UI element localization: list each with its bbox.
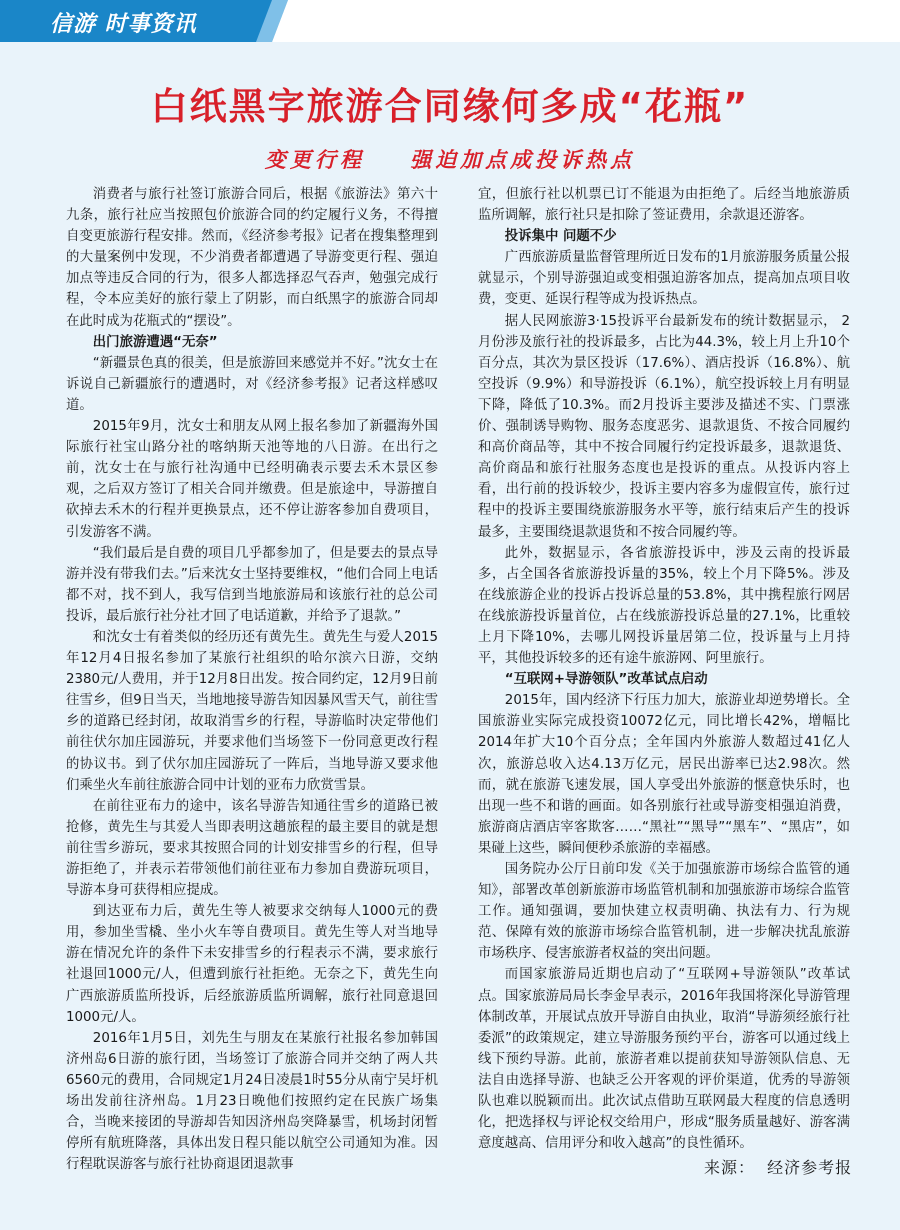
article-column-right	[478, 184, 850, 1154]
article-title: 白纸黑字旅游合同缘何多成“花瓶”	[150, 85, 750, 128]
section-heading: 投诉集中 问题不少	[504, 229, 617, 245]
paragraph: 宜，但旅行社以机票已订不能退为由拒绝了。后经当地旅游质监所调解，旅行社只是扣除了签证费用，余款退还游客。	[478, 187, 850, 224]
paragraph: 到达亚布力后，黄先生等人被要求交纳每人1000元的费用，参加坐雪橇、坐小火车等自费项目。黄先生等人对当地导游在情况允许的条件下未安排雪乡的行程表示不满，要求旅行社退回1000元/人，但遭到旅行社拒绝。无奈之下，黄先生向广西旅游质监所投诉，后经旅游质监所调解，旅行社同意退回1000元/人。	[66, 904, 438, 1025]
header-white-slant	[272, 0, 900, 42]
paragraph: 而国家旅游局近期也启动了“互联网+导游领队”改革试点。国家旅游局局长李金早表示，2016年我国将深化导游管理体制改革，开展试点放开导游自由执业，取消“导游须经旅行社委派”的政策规定，建立导游服务预约平台，游客可以通过线上线下预约导游。此前，旅游者难以提前获知导游领队信息、无法自由选择导游、也缺乏公开客观的评价渠道，优秀的导游领队也难以脱颖而出。此次试点借助互联网最大程度的信息透明化，把选择权与评论权交给用户，形成“服务质量越好、游客满意度越高、信用评分和收入越高”的良性循环。	[478, 967, 850, 1152]
article-column-left	[66, 184, 438, 1175]
article-source: 来源： 经济参考报	[704, 1158, 853, 1177]
paragraph: 2015年9月，沈女士和朋友从网上报名参加了新疆海外国际旅行社宝山路分社的喀纳斯天池等地的八日游。在出行之前，沈女士在与旅行社沟通中已经明确表示要去禾木景区参观，之后双方签订了相关合同并缴费。但是旅途中，导游擅自砍掉去禾木的行程并更换景点，还不停让游客参加自费项目，引发游客不满。	[66, 419, 438, 540]
paragraph: 据人民网旅游3·15投诉平台最新发布的统计数据显示， 2月份涉及旅行社的投诉最多，占比为44.3%，较上月上升10个百分点，其次为景区投诉（17.6%）、酒店投诉（16.8%）、航空投诉（9.9%）和导游投诉（6.1%），航空投诉较上月有明显下降，降低了10.3%。而2月投诉主要涉及描述不实、门票涨价、强制诱导购物、服务态度恶劣、退款退货、不按合同履约和高价商品等，其中不按合同履行约定投诉最多，退款退货、高价商品和旅行社服务态度也是投诉的重点。从投诉内容上看，出行前的投诉较少，投诉主要内容多为虚假宣传，旅行过程中的投诉主要围绕旅游服务水平等，旅行结束后产生的投诉最多，主要围绕退款退货和不按合同履约等。	[478, 313, 850, 540]
paragraph: 和沈女士有着类似的经历还有黄先生。黄先生与爱人2015年12月4日报名参加了某旅行社组织的哈尔滨六日游，交纳2380元/人费用，并于12月8日出发。按合同约定，12月9日前往雪乡，但9日当天，当地地接导游告知因暴风雪天气，前往雪乡的道路已经封闭，故取消雪乡的行程，导游临时决定带他们前往伏尔加庄园游玩，并要求他们当场签下一份同意更改行程的协议书。到了伏尔加庄园游玩了一阵后，当地导游又要求他们乘坐火车前往旅游合同中计划的亚布力欣赏雪景。	[66, 629, 438, 793]
section-brand: 信游 时事资讯	[50, 12, 197, 37]
paragraph: “新疆景色真的很美，但是旅游回来感觉并不好。”沈女士在诉说自己新疆旅行的遭遇时，对《经济参考报》记者这样感叹道。	[66, 355, 438, 413]
paragraph: 此外，数据显示，各省旅游投诉中，涉及云南的投诉最多，占全国各省旅游投诉量的35%，较上个月下降5%。涉及在线旅游企业的投诉占投诉总量的53.8%，其中携程旅行网居在线旅游投诉量首位，占在线旅游投诉总量的27.1%，比重较上月下降10%，去哪儿网投诉量居第二位，投诉量与上月持平，其他投诉较多的还有途牛旅游网、阿里旅行。	[478, 545, 850, 667]
paragraph: 广西旅游质量监督管理所近日发布的1月旅游服务质量公报就显示，个别导游强迫或变相强迫游客加点，提高加点项目收费，变更、延误行程等成为投诉热点。	[478, 250, 850, 308]
paragraph: 2016年1月5日，刘先生与朋友在某旅行社报名参加韩国济州岛6日游的旅行团，当场签订了旅游合同并交纳了两人共6560元的费用，合同规定1月24日凌晨1时55分从南宁吴圩机场出发前往济州岛。1月23日晚他们按照约定在民族广场集合，当晚来接团的导游却告知因济州岛突降暴雪，机场封闭暂停所有航班降落，具体出发日程只能以航空公司通知为准。因行程耽误游客与旅行社协商退团退款事	[66, 1030, 438, 1173]
paragraph: 在前往亚布力的途中，该名导游告知通往雪乡的道路已被抢修，黄先生与其爱人当即表明这趟旅程的最主要目的就是想前往雪乡游玩，要求其按照合同的计划安排雪乡的行程，但导游拒绝了，并表示若带领他们前往亚布力参加自费游玩项目，导游本身可获得相应提成。	[66, 798, 438, 899]
paragraph: 国务院办公厅日前印发《关于加强旅游市场综合监管的通知》，部署改革创新旅游市场监管机制和加强旅游市场综合监管工作。通知强调，要加快建立权责明确、执法有力、行为规范、保障有效的旅游市场综合监管机制，进一步解决扰乱旅游市场秩序、侵害旅游者权益的突出问题。	[478, 862, 850, 962]
paragraph: 2015年，国内经济下行压力加大，旅游业却逆势增长。全国旅游业实际完成投资10072亿元，同比增长42%，增幅比2014年扩大10个百分点；全年国内外旅游人数超过41亿人次，旅游总收入达4.13万亿元，居民出游率已达2.98次。然而，就在旅游飞速发展，国人享受出外旅游的惬意快乐时，也出现一些不和谐的画面。如各别旅行社或导游变相强迫消费，旅游商店酒店宰客欺客……“黑社”“黑导”“黑车”、“黑店”，如果碰上这些，瞬间便秒杀旅游的幸福感。	[478, 693, 850, 856]
section-header	[0, 0, 900, 42]
paragraph: 消费者与旅行社签订旅游合同后，根据《旅游法》第六十九条，旅行社应当按照包价旅游合同的约定履行义务，不得擅自变更旅游行程安排。然而，《经济参考报》记者在搜集整理到的大量案例中发现，不少消费者都遭遇了导游变更行程、强迫加点等违反合同的行为，很多人都选择忍气吞声，勉强完成行程，令本应美好的旅行蒙上了阴影，而白纸黑字的旅游合同却在此时成为花瓶式的“摆设”。	[66, 187, 438, 329]
article-subtitle: 变更行程 强迫加点成投诉热点	[264, 148, 636, 172]
paragraph: “我们最后是自费的项目几乎都参加了，但是要去的景点导游并没有带我们去。”后来沈女士坚持要维权，“他们合同上电话都不对，找不到人，我写信到当地旅游局和该旅行社的总公司投诉，最后旅行社分社才回了电话道歉，并给予了退款。”	[66, 545, 438, 624]
section-heading: “互联网+导游领队”改革试点启动	[504, 672, 708, 688]
section-heading: 出门旅游遭遇“无奈”	[92, 334, 218, 350]
